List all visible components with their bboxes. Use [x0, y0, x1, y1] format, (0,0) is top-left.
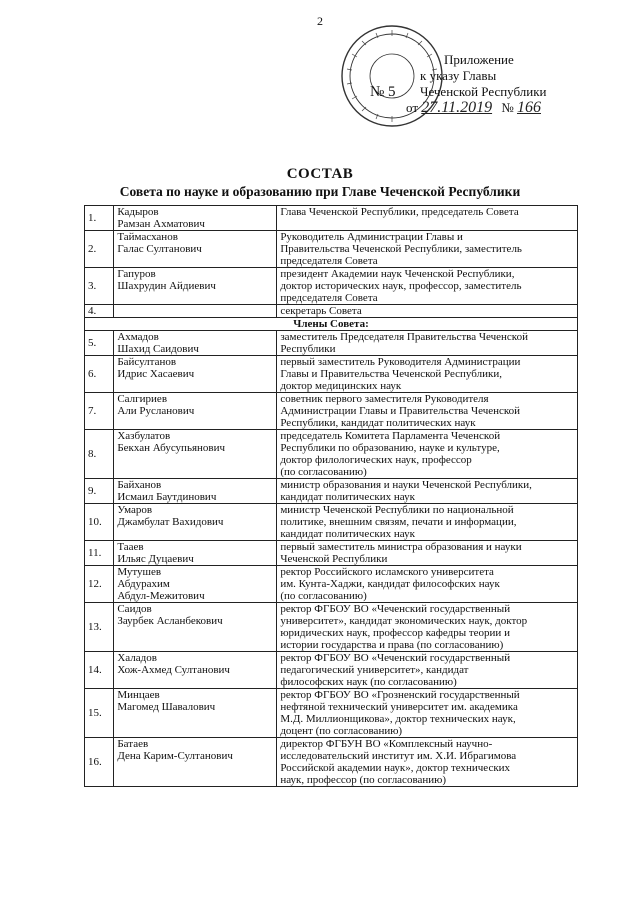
- member-name: [114, 689, 277, 738]
- member-position-line: ректор Российского исламского университета: [280, 566, 494, 578]
- member-position-line: Чеченской Республики: [280, 553, 388, 565]
- member-position-line: председателя Совета: [280, 292, 378, 304]
- member-name-line: [117, 305, 273, 317]
- appendix-line-2: к указу Главы: [420, 68, 497, 83]
- member-name-line: Хазбулатов: [117, 430, 171, 442]
- member-name-line: Хож-Ахмед Султанович: [117, 664, 230, 676]
- member-position-line: кандидат политических наук: [280, 528, 415, 540]
- member-position-line: ректор ФГБОУ ВО «Чеченский государственный: [280, 603, 511, 615]
- member-position-line: политике, внешним связям, печати и информации,: [280, 516, 517, 528]
- member-position-line: философских наук (по согласованию): [280, 676, 457, 688]
- member-position-line: доктор медицинских наук: [280, 380, 402, 392]
- member-position-line: заместитель Председателя Правительства Чеченской: [280, 331, 528, 343]
- member-name-line: Таймасханов: [117, 231, 178, 243]
- member-position-line: Российской академии наук», доктор технических: [280, 762, 511, 774]
- member-name-line: Магомед Шавалович: [117, 701, 216, 713]
- member-name: [114, 331, 277, 356]
- member-name: [114, 231, 277, 268]
- member-position-line: (по согласованию): [280, 466, 367, 478]
- table-row: [85, 652, 578, 689]
- member-name: [114, 603, 277, 652]
- row-number: 7.: [85, 393, 114, 430]
- member-name-line: Байханов: [117, 479, 162, 491]
- document-subtitle: Совета по науке и образованию при Главе Чеченской Республики: [119, 184, 521, 199]
- number-label: №: [501, 100, 514, 115]
- member-name-line: Байсултанов: [117, 356, 177, 368]
- member-position-line: Администрации Главы и Правительства Чеченской: [280, 405, 521, 417]
- row-number: 13.: [85, 603, 114, 652]
- member-name-line: Абдул-Межитович: [117, 590, 205, 602]
- member-name-line: Идрис Хасаевич: [117, 368, 195, 380]
- member-position-line: секретарь Совета: [280, 305, 362, 317]
- member-name-line: Исмаил Баутдинович: [117, 491, 217, 503]
- member-name-line: Минцаев: [117, 689, 160, 701]
- table-row: [85, 268, 578, 305]
- member-position: [277, 689, 578, 738]
- member-name: [114, 430, 277, 479]
- member-name-line: Батаев: [117, 738, 149, 750]
- member-position: [277, 541, 578, 566]
- member-position-line: им. Кунта-Хаджи, кандидат философских наук: [280, 578, 500, 590]
- member-name: [114, 393, 277, 430]
- member-position-line: доктор исторических наук, профессор, заместитель: [280, 280, 522, 292]
- member-position: [277, 393, 578, 430]
- member-position-line: (по согласованию): [280, 590, 367, 602]
- council-table: [84, 205, 578, 787]
- appendix-line-1: Приложение: [444, 52, 514, 67]
- member-position-line: кандидат политических наук: [280, 491, 415, 503]
- member-name: [114, 738, 277, 787]
- row-number: 3.: [85, 268, 114, 305]
- table-row: [85, 393, 578, 430]
- table-row: [85, 331, 578, 356]
- member-name-line: Тааев: [117, 541, 144, 553]
- member-position: [277, 231, 578, 268]
- member-name-line: Умаров: [117, 504, 153, 516]
- member-position-line: председателя Совета: [280, 255, 378, 267]
- table-row: [85, 356, 578, 393]
- member-position-line: ректор ФГБОУ ВО «Чеченский государственный: [280, 652, 511, 664]
- member-name-line: Кадыров: [117, 206, 159, 218]
- row-number: 6.: [85, 356, 114, 393]
- member-position-line: ректор ФГБОУ ВО «Грозненский государственный: [280, 689, 520, 701]
- member-position-line: М.Д. Миллионщикова», доктор технических наук,: [280, 713, 516, 725]
- appendix-line-3: Чеченской Республики: [420, 84, 547, 99]
- member-name-line: Бекхан Абусупьянович: [117, 442, 226, 454]
- member-name: [114, 541, 277, 566]
- member-position-line: педагогический университет», кандидат: [280, 664, 469, 676]
- row-number: 15.: [85, 689, 114, 738]
- table-row: [85, 231, 578, 268]
- table-row: [85, 430, 578, 479]
- row-number: 10.: [85, 504, 114, 541]
- table-row: [85, 541, 578, 566]
- member-position-line: Республики: [280, 343, 336, 355]
- row-number: 1.: [85, 206, 114, 231]
- member-name: [114, 356, 277, 393]
- member-position: [277, 566, 578, 603]
- document-title: СОСТАВ: [286, 166, 354, 182]
- member-name-line: Саидов: [117, 603, 152, 615]
- member-position-line: истории государства и права (по согласованию): [280, 639, 504, 651]
- member-position-line: Правительства Чеченской Республики, заместитель: [280, 243, 522, 255]
- member-name-line: Абдурахим: [117, 578, 170, 590]
- member-name-line: Али Русланович: [117, 405, 195, 417]
- member-name: [114, 206, 277, 231]
- member-position: [277, 738, 578, 787]
- row-number: 12.: [85, 566, 114, 603]
- member-name-line: Рамзан Ахматович: [117, 218, 205, 230]
- section-row: [85, 318, 578, 331]
- row-number: 2.: [85, 231, 114, 268]
- member-position-line: наук, профессор (по согласованию): [280, 774, 447, 786]
- member-position-line: советник первого заместителя Руководителя: [280, 393, 489, 405]
- stamp-copy-number: № 5: [370, 84, 396, 100]
- member-position-line: доктор филологических наук, профессор: [280, 454, 472, 466]
- appendix-date: 27.11.2019: [421, 99, 493, 116]
- table-row: [85, 305, 578, 318]
- member-position-line: первый заместитель Руководителя Администрации: [280, 356, 521, 368]
- appendix-block: [370, 52, 547, 116]
- member-position: [277, 268, 578, 305]
- member-position-line: нефтяной технический университет им. академика: [280, 701, 518, 713]
- member-position-line: первый заместитель министра образования и науки: [280, 541, 522, 553]
- member-name-line: Ильяс Дуцаевич: [117, 553, 194, 565]
- table-row: [85, 504, 578, 541]
- row-number: 8.: [85, 430, 114, 479]
- member-position-line: председатель Комитета Парламента Чеченской: [280, 430, 501, 442]
- member-position: [277, 652, 578, 689]
- member-name-line: Халадов: [117, 652, 157, 664]
- member-position-line: Глава Чеченской Республики, председатель Совета: [280, 206, 519, 218]
- row-number: 16.: [85, 738, 114, 787]
- member-position-line: университет», кандидат экономических наук, доктор: [280, 615, 528, 627]
- member-name: [114, 652, 277, 689]
- member-position-line: Руководитель Администрации Главы и: [280, 231, 463, 243]
- table-row: [85, 479, 578, 504]
- member-position-line: доцент (по согласованию): [280, 725, 403, 737]
- member-position: [277, 206, 578, 231]
- member-position-line: юридических наук, профессор кафедры теории и: [280, 627, 510, 639]
- member-name-line: Заурбек Асланбекович: [117, 615, 223, 627]
- member-name-line: Шахрудин Айдиевич: [117, 280, 216, 292]
- member-name-line: Салгириев: [117, 393, 168, 405]
- member-name: [114, 268, 277, 305]
- section-members-label: Члены Совета:: [85, 318, 578, 331]
- appendix-line-4: [390, 100, 547, 116]
- member-position-line: Республики, кандидат политических наук: [280, 417, 476, 429]
- member-position: [277, 430, 578, 479]
- row-number: 14.: [85, 652, 114, 689]
- row-number: 5.: [85, 331, 114, 356]
- member-position-line: президент Академии наук Чеченской Республики,: [280, 268, 515, 280]
- table-row: [85, 689, 578, 738]
- member-position-line: исследовательский институт им. Х.И. Ибрагимова: [280, 750, 517, 762]
- table-row: [85, 738, 578, 787]
- member-position: [277, 356, 578, 393]
- row-number: 9.: [85, 479, 114, 504]
- member-position-line: Главы и Правительства Чеченской Республики,: [280, 368, 502, 380]
- member-position-line: Республики по образованию, науке и культуре,: [280, 442, 500, 454]
- row-number: 4.: [85, 305, 114, 318]
- member-name-line: Галас Султанович: [117, 243, 202, 255]
- member-name: [114, 479, 277, 504]
- member-position: [277, 603, 578, 652]
- member-name: [114, 305, 277, 318]
- date-prefix: от: [406, 100, 419, 115]
- page-number: 2: [317, 14, 323, 28]
- member-name-line: Гапуров: [117, 268, 156, 280]
- member-name-line: Джамбулат Вахидович: [117, 516, 224, 528]
- member-name: [114, 566, 277, 603]
- member-position: [277, 331, 578, 356]
- member-name-line: Мутушев: [117, 566, 162, 578]
- table-row: [85, 603, 578, 652]
- table-row: [85, 566, 578, 603]
- appendix-number: 166: [516, 99, 541, 116]
- table-row: [85, 206, 578, 231]
- member-position: [277, 479, 578, 504]
- member-position-line: министр образования и науки Чеченской Республики,: [280, 479, 532, 491]
- member-position: [277, 305, 578, 318]
- member-name-line: Ахмадов: [117, 331, 159, 343]
- member-name: [114, 504, 277, 541]
- member-position: [277, 504, 578, 541]
- member-name-line: Дена Карим-Султанович: [117, 750, 233, 762]
- row-number: 11.: [85, 541, 114, 566]
- member-name-line: Шахид Саидович: [117, 343, 199, 355]
- member-position-line: министр Чеченской Республики по национальной: [280, 504, 514, 516]
- member-position-line: директор ФГБУН ВО «Комплексный научно-: [280, 738, 493, 750]
